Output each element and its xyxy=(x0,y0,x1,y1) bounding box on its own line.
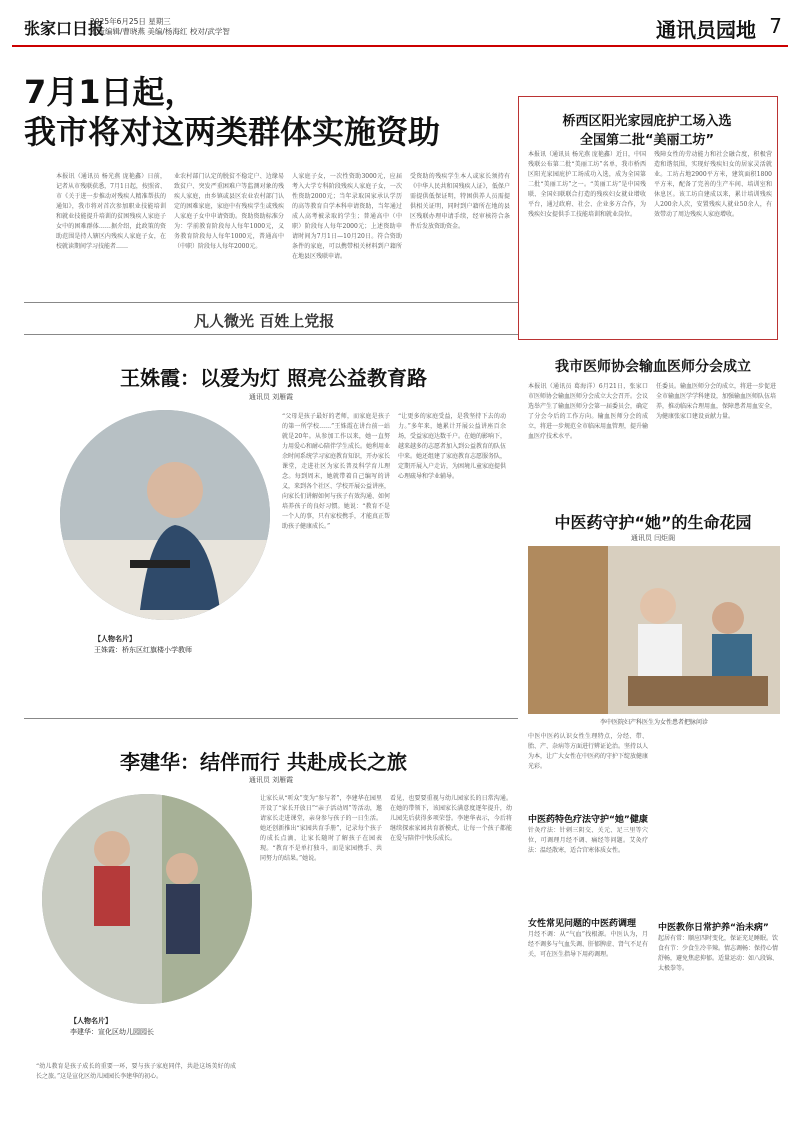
story1-col-2: “让更多的家庭受益，是我坚持下去的动力。”多年来，她累计开展公益讲座百余场，受益家庭达数千户。在她的影响下，越来越多的志愿者加入到公益教育的队伍中来。她还组建了家庭教育志愿服务队，定期开展入户走访，为困境儿童家庭提供心理疏导和学业辅导。 xyxy=(398,413,506,480)
story2-byline: 通讯员 刘雁霞 xyxy=(248,776,294,784)
page-number: 7 xyxy=(769,14,782,38)
right-top-col-2: 残障女性的劳动能力和社会融合度，积极营造和谐氛围，实现好残疾妇女的居家灵活就业。工坊占地2900平方米，建筑面积1800平方米，配备了完善的生产车间、培训室和休息区。该工坊自建成以来，累计培训残疾人200余人次，安置残疾人就业50余人，有效带动了周边残疾人家庭增收。 xyxy=(654,151,772,218)
story2-caption-title: 【人物名片】 xyxy=(70,1017,112,1025)
story1-caption xyxy=(94,634,204,656)
issue-date: 2025年6月25日 星期三 xyxy=(90,17,171,26)
story2-col-3: 看见，也要要重视与幼儿园家长的日常沟通。在她的带领下，该园家长满意度逐年提升，幼儿园先后获得多项荣誉。李建华表示，今后将继续探索家园共育新模式，让每一个孩子都能在爱与陪伴中快乐成长。 xyxy=(390,795,512,842)
story-divider xyxy=(24,718,518,719)
story2-title: 李建华：结伴而行 共赴成长之旅 xyxy=(120,750,407,774)
story1-portrait xyxy=(60,410,270,620)
newspaper-logo: 张家口日报 xyxy=(24,19,105,38)
column-banner: 凡人微光 百姓上党报 xyxy=(194,312,335,330)
right-feature-text-4: 起居有常：顺应四时变化，保证充足睡眠。饮食有节：少食生冷辛辣。情志调畅：保持心情舒畅，避免焦虑抑郁。适量运动：如八段锦、太极拳等。 xyxy=(658,935,778,972)
story2-caption-body: 李建华：宣化区幼儿园园长 xyxy=(70,1028,154,1036)
lead-col-4: 受资助的残疾学生本人或家长须持有《中华人民共和国残疾人证》，低保户需提供低保证明，特困供养人员需提供相关证明，同时到户籍所在地的县区残联办理申请手续，经审核符合条件后发放资助资金。 xyxy=(410,173,510,230)
right-feature-sub-3: 中医教你日常护养“治未病” xyxy=(658,923,769,933)
story2-col-1: “幼儿教育是孩子成长的重要一环，要与孩子家庭同伴，共赴这场美好的成长之旅。”这是宣化区幼儿园园长李建华的初心。 xyxy=(36,1063,236,1080)
right-mid-title: 我市医师协会输血医师分会成立 xyxy=(555,359,751,375)
right-feature-image-caption: 李中医院妇产科医生为女性患者把脉问诊 xyxy=(599,719,708,726)
story2-caption xyxy=(70,1016,180,1038)
right-mid-col-2: 任委员。输血医师分会的成立，将进一步促进全市输血医学学科建设，加强输血医师队伍培养，推动临床合理用血，保障患者用血安全，为健康张家口建设贡献力量。 xyxy=(656,383,776,420)
lead-col-3: 人家庭子女，一次性资助3000元，应届考入大学专科阶段残疾人家庭子女，一次性资助2000元；当年录取国家承认学历的高等教育自学本科申请资助，当年通过成人高考被录取的学生；普通高中（中职）阶段每人每年2000元；上述资助申请时间为7月1日—10月20日。符合资助条件的家庭，可以携带相关材料到户籍所在地县区残联申请。 xyxy=(292,173,402,260)
masthead-meta xyxy=(90,17,230,37)
right-feature-text-3: 月经不调：从“气血”找根源。中医认为，月经不调多与气血失调、肝郁脾虚、肾气不足有关，可在医生指导下用药调理。 xyxy=(528,931,648,958)
lead-col-2: 业农村部门认定的脱贫不稳定户、边缘易致贫户、突发严重困难户等监测对象的残疾人家庭，由乡镇或县区农业农村部门认定的困难家庭，家庭中有残疾学生或残疾人家庭子女中申请资助。资助资助标准分为：学前教育阶段每人每年1000元，义务教育阶段每人每年1000元，普通高中（中职）阶段每人每年2000元。 xyxy=(174,173,284,250)
banner-rule-top xyxy=(24,302,518,303)
right-feature-sub-1: 中医药特色疗法守护“她”健康 xyxy=(528,815,648,825)
right-feature-photo xyxy=(528,546,780,714)
story1-caption-body: 王姝霞：桥东区红旗楼小学教师 xyxy=(94,646,192,654)
story1-caption-title: 【人物名片】 xyxy=(94,635,136,643)
story1-byline: 通讯员 刘雁霞 xyxy=(248,393,294,401)
right-mid-col-1: 本报讯（通讯员 葛海洋）6月21日，张家口市医师协会输血医师分会成立大会召开。会议选举产生了输血医师分会第一届委员会，确定了分会今后的工作方向。输血医师分会的成立，将进一步规范全市临床用血管理，提升输血医疗技术水平。 xyxy=(528,383,648,440)
editors-line: 本版编辑/曹晓燕 美编/杨海红 校对/武学智 xyxy=(90,27,230,36)
story1-portrait-art xyxy=(60,410,270,620)
lead-headline xyxy=(24,72,440,152)
right-top-col-1: 本报讯（通讯员 杨光燕 庞艳鑫）近日，中国残联公布第二批“美丽工坊”名单，我市桥西区阳光家园庇护工场成功入选，成为全国第二批“美丽工坊”之一。“美丽工坊”是中国残联、全国妇联联合打造的残疾妇女就业增收平台，通过政府、社会、企业多方合作，为残疾妇女提供手工技能培训和就业岗位。 xyxy=(528,151,646,218)
right-feature-sub-2: 女性常见问题的中医药调理 xyxy=(528,919,637,929)
section-name: 通讯员园地 xyxy=(656,18,756,42)
story1-title: 王姝霞：以爱为灯 照亮公益教育路 xyxy=(120,366,427,390)
right-feature-photo-art xyxy=(528,546,780,714)
lead-headline-line2: 我市将对这两类群体实施资助 xyxy=(24,113,441,151)
right-top-title-line1: 桥西区阳光家园庇护工场入选 xyxy=(562,114,732,129)
story2-portrait xyxy=(42,794,252,1004)
header-rule xyxy=(12,45,788,47)
right-feature-byline: 通讯员 闫炬阁 xyxy=(630,534,676,542)
right-top-title-line2: 全国第二批“美丽工坊” xyxy=(579,133,715,148)
lead-col-1: 本报讯（通讯员 杨光燕 庞艳鑫）日前，记者从市残联获悉，7月1日起，按照省、市《关于进一步推动对残疾人精准帮扶的通知》，我市将对首次参加职业技能培训和就业技能提升培训的贫困残疾人家庭子女中的困难群体……据介绍，此政策的资助范围是持人辖区内残疾人家庭子女，在校就读期间学习技能者…… xyxy=(56,173,166,250)
right-feature-title: 中医药守护“她”的生命花园 xyxy=(554,513,752,532)
right-feature-text-1: 中医中医药认识女性生理特点，分经、带、胎、产、杂病等方面进行辨证论治。坚持以人为本，让广大女性在中医药的守护下绽放健康光彩。 xyxy=(528,733,648,770)
story2-portrait-art xyxy=(42,794,252,1004)
right-feature-text-2: 针灸疗法：针刺三阴交、关元、足三里等穴位，可调理月经不调、痛经等问题。艾灸疗法：温经散寒，适合宫寒体质女性。 xyxy=(528,827,648,854)
right-top-title xyxy=(518,110,776,148)
banner-rule-bottom xyxy=(24,334,518,335)
lead-headline-line1: 7月1日起， xyxy=(24,73,197,111)
story2-col-2: 让家长从“听众”变为“参与者”，李建华在园里开设了“家长开放日”“亲子活动周”等活动，邀请家长走进课堂，亲身参与孩子的一日生活。她还创新推出“家园共育手册”，记录每个孩子的成长点滴，让家长随时了解孩子在园表现。“教育不是单打独斗，而是家园携手、共同努力的结果。”她说。 xyxy=(260,795,382,862)
story1-col-1: “父母是孩子最好的老师，而家庭是孩子的第一所学校……”王姝霞在讲台前一站就是20年。从参加工作以来，她一直努力用爱心和耐心陪伴学生成长。她利用业余时间系统学习家庭教育知识，开办家长课堂，走进社区为家长普及科学育儿理念。每到周末，她就带着自己编写的讲义，来到各个社区、学校开展公益讲座，向家长们讲解如何与孩子有效沟通、如何培养孩子的良好习惯。她说：“教育不是一个人的事，只有家校携手，才能真正帮助孩子健康成长。” xyxy=(282,413,390,530)
